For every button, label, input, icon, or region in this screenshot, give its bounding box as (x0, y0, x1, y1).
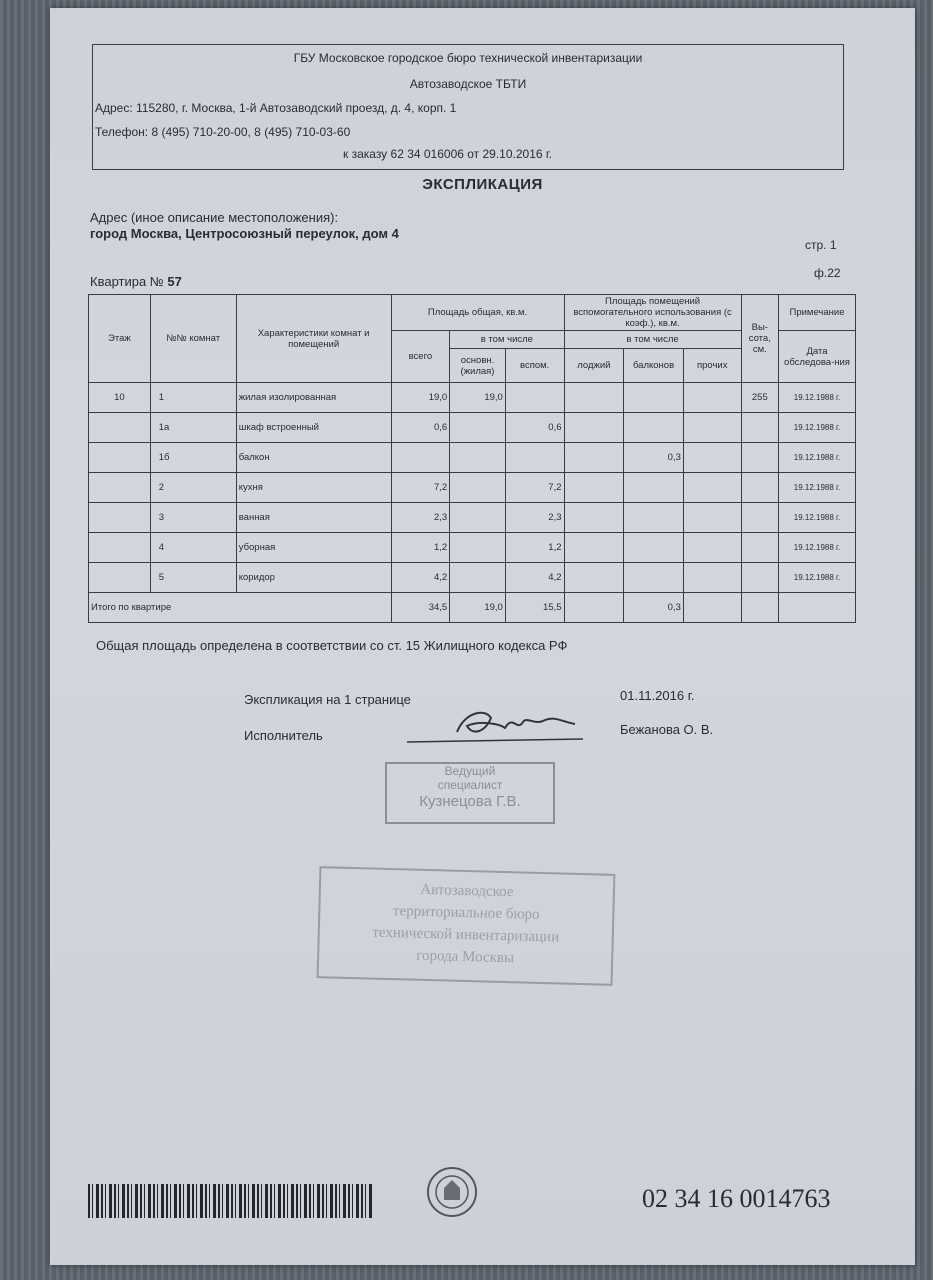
cell-desc: балкон (236, 443, 391, 473)
cell-loggia (564, 563, 624, 593)
cell-height (741, 473, 778, 503)
document-sheet (50, 8, 915, 1265)
cell-height: 255 (741, 383, 778, 413)
address-line: Адрес: 115280, г. Москва, 1-й Автозаводский проезд, д. 4, корп. 1 (95, 101, 457, 115)
cell-room: 5 (150, 563, 236, 593)
table-row (89, 383, 856, 413)
cell-room: 4 (150, 533, 236, 563)
order-line: к заказу 62 34 016006 от 29.10.2016 г. (343, 147, 553, 161)
cell-aux: 0,6 (505, 413, 564, 443)
cell-date: 19.12.1988 г. (779, 413, 856, 443)
cell-balcony (624, 563, 684, 593)
phone-line: Телефон: 8 (495) 710-20-00, 8 (495) 710-03-60 (95, 125, 351, 139)
cell-floor (89, 533, 151, 563)
col-other: прочих (683, 349, 741, 383)
total-label: Итого по квартире (89, 593, 392, 623)
signature (405, 702, 605, 746)
cell-other (683, 383, 741, 413)
cell-other (683, 533, 741, 563)
col-survey-date: Дата обследова-ния (779, 331, 856, 383)
col-room-no: №№ комнат (150, 295, 236, 383)
cell-all: 7,2 (391, 473, 450, 503)
cell-date: 19.12.1988 г. (779, 503, 856, 533)
cell-all: 2,3 (391, 503, 450, 533)
cell-balcony (624, 473, 684, 503)
cell-height (741, 503, 778, 533)
cell-other (683, 503, 741, 533)
cell-floor (89, 443, 151, 473)
cell-other (683, 413, 741, 443)
cell-date: 19.12.1988 г. (779, 383, 856, 413)
cell-date: 19.12.1988 г. (779, 563, 856, 593)
cell-desc: шкаф встроенный (236, 413, 391, 443)
cell-room: 2 (150, 473, 236, 503)
executor-name: Бежанова О. В. (620, 722, 714, 737)
cell-desc: коридор (236, 563, 391, 593)
col-note: Примечание (779, 295, 856, 331)
cell-aux: 1,2 (505, 533, 564, 563)
cell-main (450, 473, 506, 503)
col-main: основн. (жилая) (450, 349, 506, 383)
cell-main (450, 563, 506, 593)
form-code: ф.22 (814, 266, 841, 280)
table-row (89, 473, 856, 503)
footnote: Общая площадь определена в соответствии со ст. 15 Жилищного кодекса РФ (96, 638, 568, 653)
cell-main (450, 443, 506, 473)
cell-floor (89, 473, 151, 503)
cell-all: 0,6 (391, 413, 450, 443)
cell-loggia (564, 533, 624, 563)
page-title: ЭКСПЛИКАЦИЯ (422, 176, 543, 193)
col-incl-2: в том числе (564, 331, 741, 349)
issue-date: 01.11.2016 г. (620, 688, 695, 703)
cell-desc: ванная (236, 503, 391, 533)
pages-note: Экспликация на 1 странице (244, 692, 411, 707)
cell-main (450, 503, 506, 533)
cell-all (391, 443, 450, 473)
cell-room: 1а (150, 413, 236, 443)
table-row (89, 563, 856, 593)
col-balconies: балконов (624, 349, 684, 383)
cell-date: 19.12.1988 г. (779, 473, 856, 503)
barcode (88, 1184, 373, 1218)
total-row: Итого по квартире 34,5 19,0 15,5 0,3 (89, 593, 856, 623)
cell-aux (505, 383, 564, 413)
cell-loggia (564, 473, 624, 503)
col-total-area: Площадь общая, кв.м. (391, 295, 564, 331)
cell-balcony (624, 503, 684, 533)
cell-aux: 4,2 (505, 563, 564, 593)
col-height: Вы-сота, см. (741, 295, 778, 383)
cell-floor (89, 503, 151, 533)
executor-label: Исполнитель (244, 728, 323, 743)
col-all: всего (391, 331, 450, 383)
cell-all: 4,2 (391, 563, 450, 593)
cell-other (683, 443, 741, 473)
cell-room: 3 (150, 503, 236, 533)
cell-other (683, 473, 741, 503)
cell-room: 1б (150, 443, 236, 473)
address-label: Адрес (иное описание местоположения): (90, 210, 339, 225)
header-box (92, 44, 844, 170)
branch-name: Автозаводское ТБТИ (409, 77, 527, 91)
cell-floor (89, 413, 151, 443)
cell-height (741, 533, 778, 563)
apartment-label: Квартира № 57 (90, 274, 182, 289)
cell-all: 19,0 (391, 383, 450, 413)
cell-balcony (624, 383, 684, 413)
cell-balcony (624, 533, 684, 563)
cell-floor: 10 (89, 383, 151, 413)
cell-height (741, 563, 778, 593)
explication-table (88, 294, 856, 623)
cell-date: 19.12.1988 г. (779, 533, 856, 563)
cell-date: 19.12.1988 г. (779, 443, 856, 473)
cell-desc: уборная (236, 533, 391, 563)
page-number: стр. 1 (805, 238, 837, 252)
cell-loggia (564, 383, 624, 413)
cell-floor (89, 563, 151, 593)
registration-number: 02 34 16 0014763 (642, 1184, 831, 1213)
cell-room: 1 (150, 383, 236, 413)
org-name: ГБУ Московское городское бюро технической инвентаризации (293, 51, 643, 65)
cell-aux: 2,3 (505, 503, 564, 533)
office-stamp: Автозаводское территориальное бюро технической инвентаризации города Москвы (317, 866, 616, 986)
cell-main (450, 533, 506, 563)
cell-loggia (564, 443, 624, 473)
specialist-stamp: Ведущий специалист Кузнецова Г.В. (385, 762, 555, 824)
cell-other (683, 563, 741, 593)
cell-desc: жилая изолированная (236, 383, 391, 413)
col-description: Характеристики комнат и помещений (236, 295, 391, 383)
col-aux: вспом. (505, 349, 564, 383)
emblem-icon (422, 1160, 482, 1224)
cell-height (741, 443, 778, 473)
address-value: город Москва, Центросоюзный переулок, дом 4 (90, 226, 399, 241)
col-incl-1: в том числе (450, 331, 564, 349)
cell-main (450, 413, 506, 443)
cell-desc: кухня (236, 473, 391, 503)
table-row (89, 503, 856, 533)
cell-loggia (564, 413, 624, 443)
table-row (89, 413, 856, 443)
cell-loggia (564, 503, 624, 533)
col-aux-area: Площадь помещений вспомогательного использования (с коэф.), кв.м. (564, 295, 741, 331)
col-loggias: лоджий (564, 349, 624, 383)
table-row (89, 443, 856, 473)
table-row (89, 533, 856, 563)
cell-all: 1,2 (391, 533, 450, 563)
cell-main: 19,0 (450, 383, 506, 413)
col-floor: Этаж (89, 295, 151, 383)
cell-aux (505, 443, 564, 473)
cell-aux: 7,2 (505, 473, 564, 503)
cell-balcony (624, 413, 684, 443)
cell-height (741, 413, 778, 443)
cell-balcony: 0,3 (624, 443, 684, 473)
